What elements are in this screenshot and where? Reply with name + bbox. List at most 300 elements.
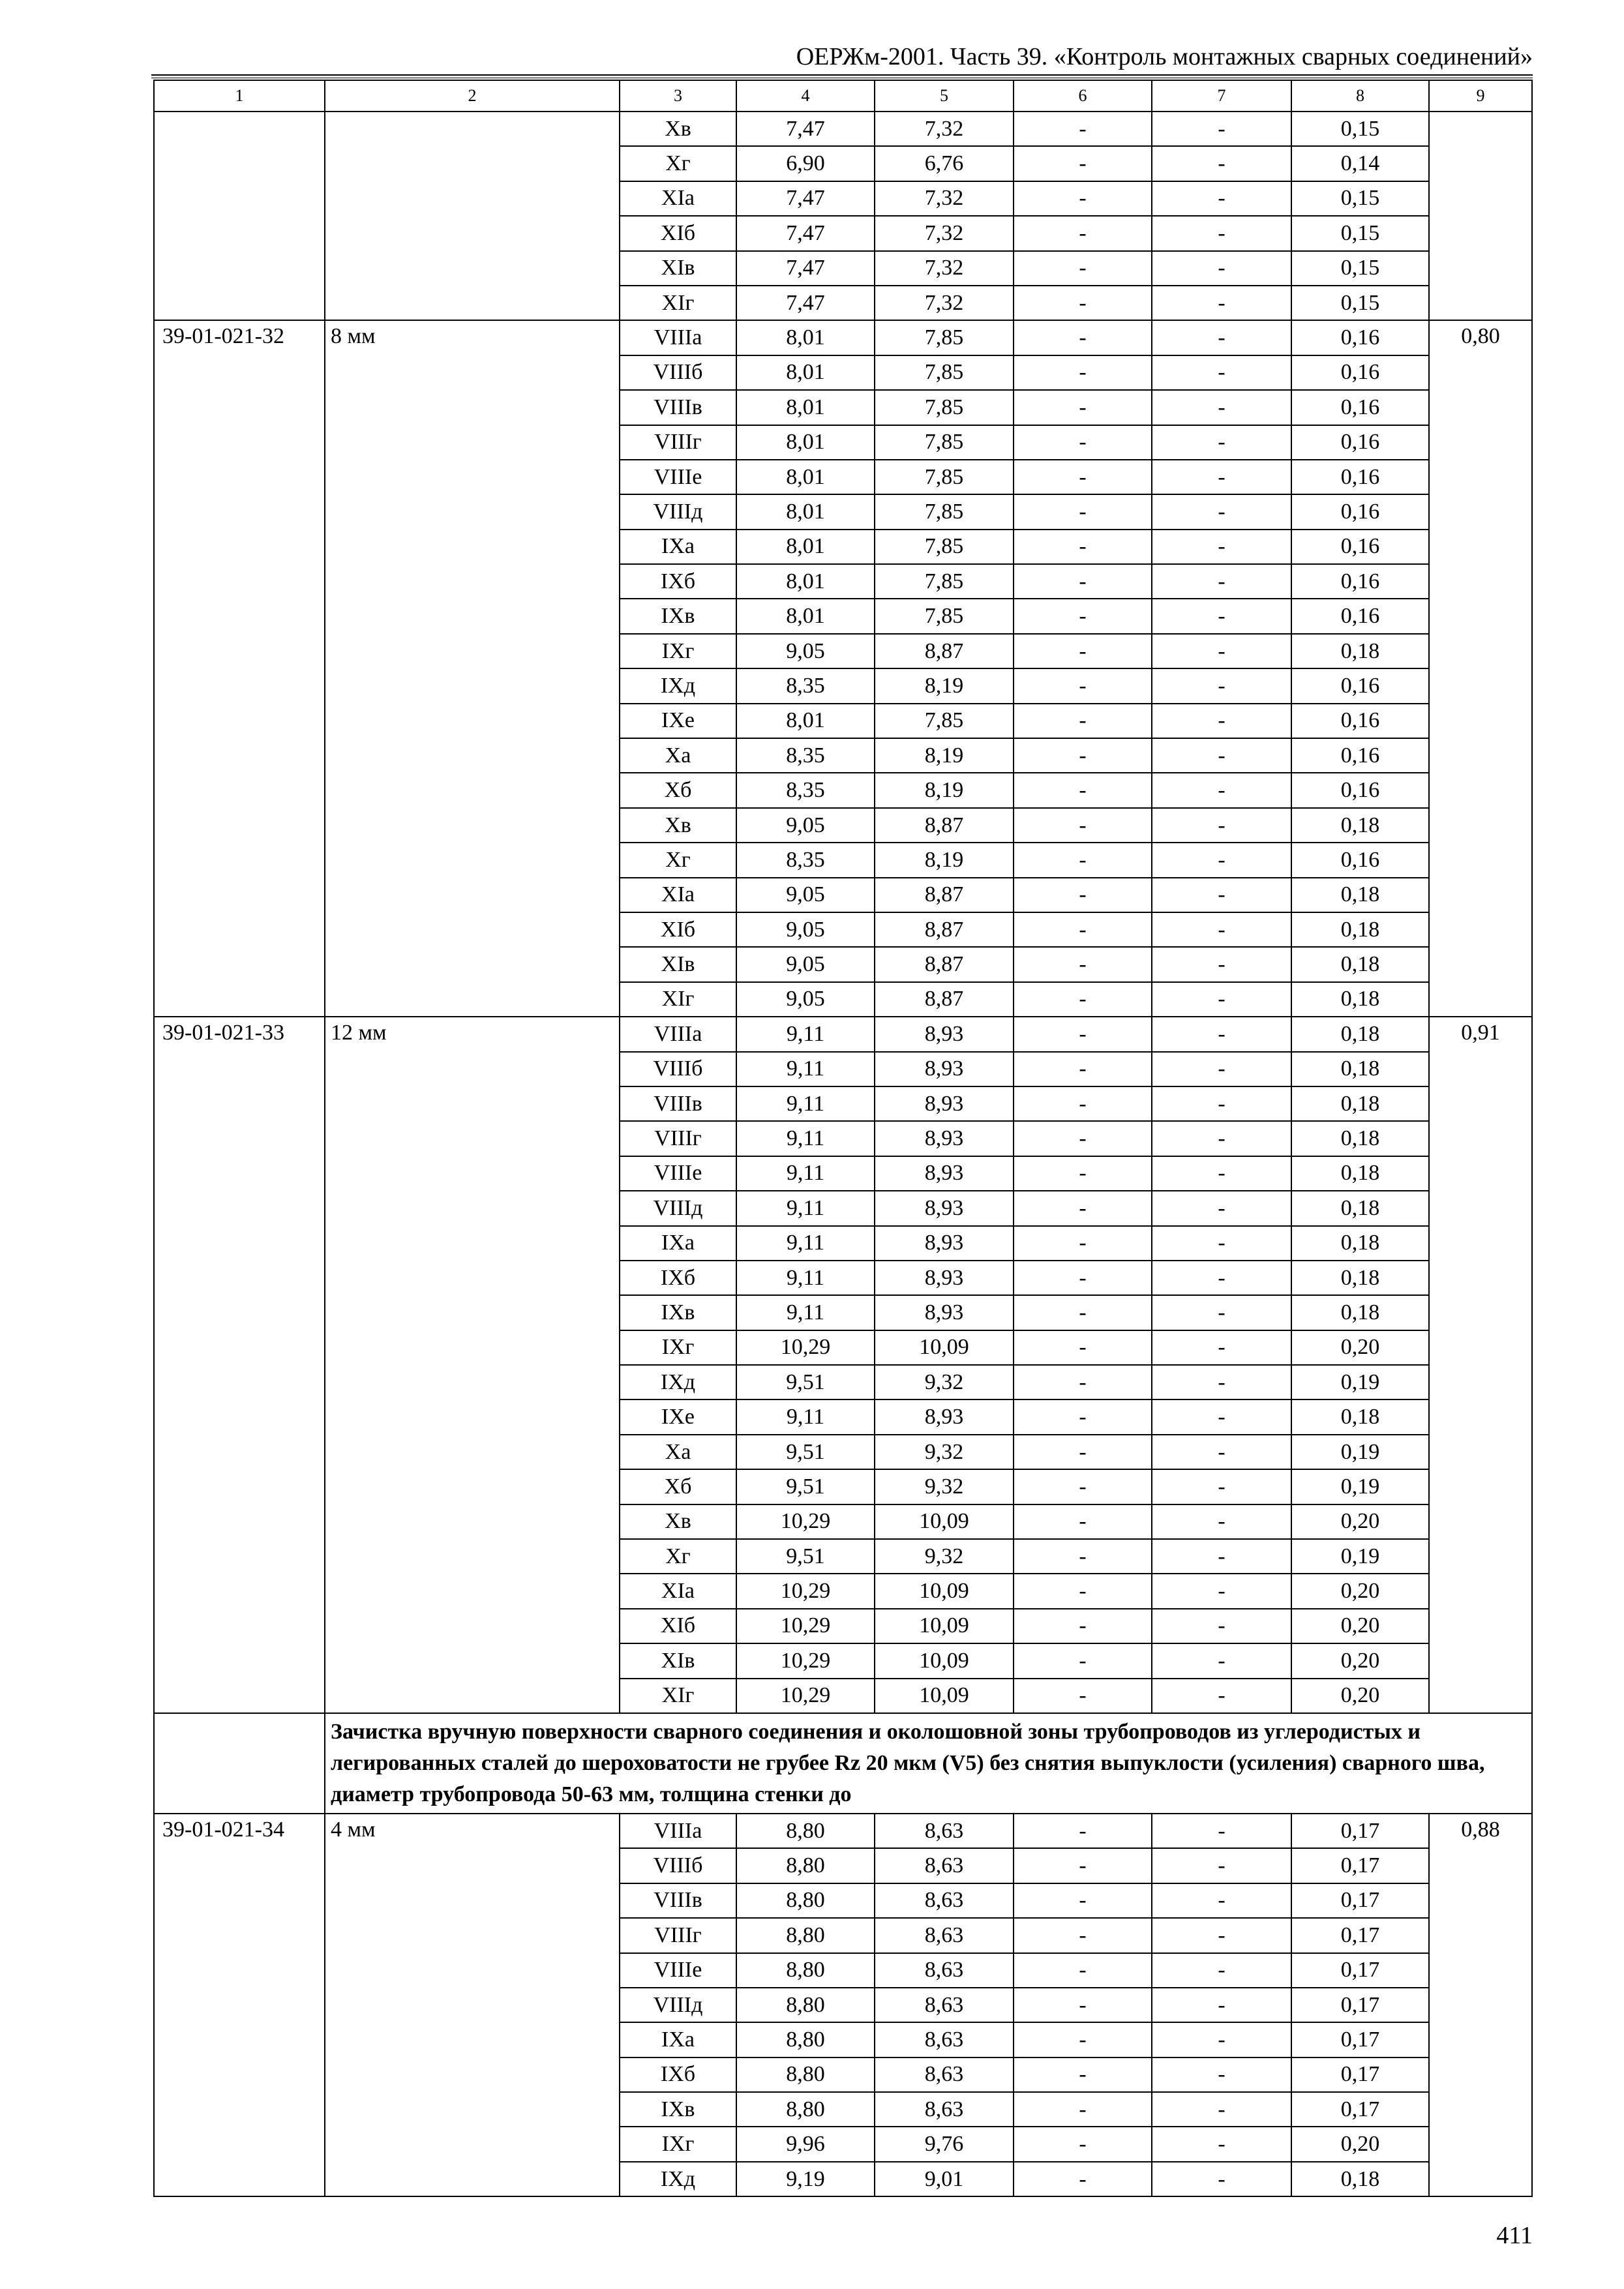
value-col4-cell: 8,80 bbox=[736, 2057, 875, 2092]
resource-group-cell: VIIIе bbox=[620, 1953, 736, 1988]
value-col4-cell: 8,35 bbox=[736, 738, 875, 773]
value-col6-cell: - bbox=[1014, 634, 1152, 668]
value-col4-cell: 9,19 bbox=[736, 2162, 875, 2196]
value-col6-cell: - bbox=[1014, 1435, 1152, 1469]
value-col5-cell: 8,63 bbox=[875, 1883, 1014, 1918]
value-col7-cell: - bbox=[1152, 1883, 1291, 1918]
value-col4-cell: 9,05 bbox=[736, 912, 875, 947]
value-col8-cell: 0,16 bbox=[1291, 564, 1429, 599]
value-col7-cell: - bbox=[1152, 2022, 1291, 2057]
value-col7-cell: - bbox=[1152, 2092, 1291, 2127]
value-col5-cell: 9,32 bbox=[875, 1539, 1014, 1574]
resource-group-cell: XIв bbox=[620, 1643, 736, 1678]
value-col8-cell: 0,16 bbox=[1291, 704, 1429, 738]
value-col7-cell: - bbox=[1152, 947, 1291, 981]
value-col4-cell: 9,05 bbox=[736, 947, 875, 981]
value-col6-cell: - bbox=[1014, 912, 1152, 947]
value-col8-cell: 0,16 bbox=[1291, 355, 1429, 390]
value-col8-cell: 0,16 bbox=[1291, 668, 1429, 703]
value-col6-cell: - bbox=[1014, 355, 1152, 390]
value-col7-cell: - bbox=[1152, 1191, 1291, 1225]
value-col7-cell: - bbox=[1152, 146, 1291, 181]
value-col5-cell: 8,19 bbox=[875, 738, 1014, 773]
value-col5-cell: 8,19 bbox=[875, 773, 1014, 807]
column-number: 5 bbox=[875, 80, 1014, 112]
value-col7-cell: - bbox=[1152, 704, 1291, 738]
value-col4-cell: 9,05 bbox=[736, 808, 875, 843]
value-col4-cell: 9,11 bbox=[736, 1156, 875, 1191]
value-col6-cell: - bbox=[1014, 2162, 1152, 2196]
value-col7-cell: - bbox=[1152, 773, 1291, 807]
value-col4-cell: 6,90 bbox=[736, 146, 875, 181]
value-col8-cell: 0,17 bbox=[1291, 1918, 1429, 1952]
resource-group-cell: XIа bbox=[620, 878, 736, 912]
value-col5-cell: 7,85 bbox=[875, 704, 1014, 738]
value-col4-cell: 9,11 bbox=[736, 1121, 875, 1156]
value-col4-cell: 7,47 bbox=[736, 251, 875, 286]
resource-group-cell: Xв bbox=[620, 808, 736, 843]
value-col8-cell: 0,18 bbox=[1291, 634, 1429, 668]
value-col5-cell: 8,93 bbox=[875, 1399, 1014, 1434]
value-col6-cell: - bbox=[1014, 1156, 1152, 1191]
value-col7-cell: - bbox=[1152, 355, 1291, 390]
value-col4-cell: 8,80 bbox=[736, 1848, 875, 1883]
value-col4-cell: 8,01 bbox=[736, 425, 875, 460]
value-col5-cell: 8,63 bbox=[875, 2057, 1014, 2092]
value-col7-cell: - bbox=[1152, 738, 1291, 773]
value-col5-cell: 7,85 bbox=[875, 320, 1014, 355]
value-col7-cell: - bbox=[1152, 2127, 1291, 2161]
norm-name: 8 мм bbox=[325, 320, 620, 1017]
value-col7-cell: - bbox=[1152, 181, 1291, 216]
resource-group-cell: XIа bbox=[620, 181, 736, 216]
value-col8-cell: 0,18 bbox=[1291, 878, 1429, 912]
value-col7-cell: - bbox=[1152, 668, 1291, 703]
value-col8-cell: 0,15 bbox=[1291, 251, 1429, 286]
norm-name: 4 мм bbox=[325, 1814, 620, 2196]
value-col5-cell: 7,85 bbox=[875, 530, 1014, 564]
value-col8-cell: 0,15 bbox=[1291, 216, 1429, 250]
value-col6-cell: - bbox=[1014, 599, 1152, 633]
value-col4-cell: 9,51 bbox=[736, 1365, 875, 1399]
value-col8-cell: 0,19 bbox=[1291, 1539, 1429, 1574]
value-col7-cell: - bbox=[1152, 320, 1291, 355]
resource-group-cell: IXд bbox=[620, 668, 736, 703]
value-col5-cell: 8,19 bbox=[875, 843, 1014, 877]
norm-coefficient: 0,91 bbox=[1429, 1017, 1532, 1713]
column-number: 1 bbox=[154, 80, 325, 112]
value-col7-cell: - bbox=[1152, 634, 1291, 668]
norm-name: 12 мм bbox=[325, 1017, 620, 1713]
value-col4-cell: 9,11 bbox=[736, 1052, 875, 1086]
resource-group-cell: IXв bbox=[620, 2092, 736, 2127]
value-col4-cell: 9,51 bbox=[736, 1539, 875, 1574]
norms-table bbox=[153, 80, 1533, 2197]
value-col6-cell: - bbox=[1014, 1330, 1152, 1365]
value-col8-cell: 0,18 bbox=[1291, 1191, 1429, 1225]
value-col6-cell: - bbox=[1014, 390, 1152, 425]
value-col5-cell: 8,63 bbox=[875, 1988, 1014, 2022]
resource-group-cell: IXг bbox=[620, 634, 736, 668]
column-number-row bbox=[154, 80, 1532, 112]
resource-group-cell: VIIIв bbox=[620, 1086, 736, 1121]
resource-group-cell: VIIIб bbox=[620, 1848, 736, 1883]
value-col7-cell: - bbox=[1152, 1539, 1291, 1574]
value-col5-cell: 8,87 bbox=[875, 808, 1014, 843]
value-col7-cell: - bbox=[1152, 390, 1291, 425]
value-col6-cell: - bbox=[1014, 1052, 1152, 1086]
value-col6-cell: - bbox=[1014, 112, 1152, 146]
value-col4-cell: 8,01 bbox=[736, 530, 875, 564]
value-col8-cell: 0,16 bbox=[1291, 425, 1429, 460]
column-number: 4 bbox=[736, 80, 875, 112]
page-header: ОЕРЖм-2001. Часть 39. «Контроль монтажных сварных соединений» bbox=[796, 43, 1533, 70]
value-col4-cell: 9,11 bbox=[736, 1191, 875, 1225]
table-row bbox=[154, 1017, 1532, 1051]
value-col4-cell: 7,47 bbox=[736, 286, 875, 320]
value-col4-cell: 10,29 bbox=[736, 1574, 875, 1608]
value-col5-cell: 7,85 bbox=[875, 564, 1014, 599]
value-col7-cell: - bbox=[1152, 1399, 1291, 1434]
resource-group-cell: XIг bbox=[620, 286, 736, 320]
value-col8-cell: 0,18 bbox=[1291, 808, 1429, 843]
resource-group-cell: VIIIг bbox=[620, 1918, 736, 1952]
norm-coefficient: 0,80 bbox=[1429, 320, 1532, 1017]
value-col7-cell: - bbox=[1152, 251, 1291, 286]
value-col7-cell: - bbox=[1152, 1814, 1291, 1848]
value-col7-cell: - bbox=[1152, 1086, 1291, 1121]
value-col5-cell: 8,93 bbox=[875, 1156, 1014, 1191]
norm-code: 39-01-021-32 bbox=[154, 320, 325, 1017]
value-col5-cell: 9,32 bbox=[875, 1469, 1014, 1504]
value-col6-cell: - bbox=[1014, 1814, 1152, 1848]
value-col7-cell: - bbox=[1152, 1017, 1291, 1051]
value-col5-cell: 8,93 bbox=[875, 1191, 1014, 1225]
resource-group-cell: Xб bbox=[620, 1469, 736, 1504]
value-col4-cell: 10,29 bbox=[736, 1679, 875, 1713]
value-col8-cell: 0,20 bbox=[1291, 1574, 1429, 1608]
resource-group-cell: VIIIе bbox=[620, 460, 736, 494]
value-col8-cell: 0,17 bbox=[1291, 2057, 1429, 2092]
value-col6-cell: - bbox=[1014, 1261, 1152, 1295]
value-col7-cell: - bbox=[1152, 1435, 1291, 1469]
value-col5-cell: 7,85 bbox=[875, 599, 1014, 633]
value-col6-cell: - bbox=[1014, 1848, 1152, 1883]
norm-code bbox=[154, 112, 325, 320]
column-number: 9 bbox=[1429, 80, 1532, 112]
resource-group-cell: VIIIв bbox=[620, 1883, 736, 1918]
value-col6-cell: - bbox=[1014, 425, 1152, 460]
resource-group-cell: VIIIа bbox=[620, 1814, 736, 1848]
value-col4-cell: 9,11 bbox=[736, 1295, 875, 1330]
value-col7-cell: - bbox=[1152, 1918, 1291, 1952]
value-col8-cell: 0,14 bbox=[1291, 146, 1429, 181]
value-col7-cell: - bbox=[1152, 2057, 1291, 2092]
resource-group-cell: IXа bbox=[620, 2022, 736, 2057]
value-col7-cell: - bbox=[1152, 530, 1291, 564]
value-col8-cell: 0,16 bbox=[1291, 390, 1429, 425]
value-col6-cell: - bbox=[1014, 1609, 1152, 1643]
value-col7-cell: - bbox=[1152, 2162, 1291, 2196]
resource-group-cell: VIIIв bbox=[620, 390, 736, 425]
value-col4-cell: 9,05 bbox=[736, 634, 875, 668]
resource-group-cell: IXг bbox=[620, 2127, 736, 2161]
value-col6-cell: - bbox=[1014, 2022, 1152, 2057]
table-row bbox=[154, 320, 1532, 355]
resource-group-cell: XIг bbox=[620, 1679, 736, 1713]
value-col8-cell: 0,19 bbox=[1291, 1365, 1429, 1399]
value-col5-cell: 10,09 bbox=[875, 1574, 1014, 1608]
value-col8-cell: 0,18 bbox=[1291, 1086, 1429, 1121]
value-col5-cell: 8,93 bbox=[875, 1121, 1014, 1156]
value-col6-cell: - bbox=[1014, 216, 1152, 250]
value-col6-cell: - bbox=[1014, 1988, 1152, 2022]
header-rule bbox=[151, 74, 1533, 78]
value-col5-cell: 8,93 bbox=[875, 1295, 1014, 1330]
value-col7-cell: - bbox=[1152, 1295, 1291, 1330]
value-col4-cell: 9,96 bbox=[736, 2127, 875, 2161]
value-col6-cell: - bbox=[1014, 1399, 1152, 1434]
value-col5-cell: 7,32 bbox=[875, 181, 1014, 216]
value-col5-cell: 7,32 bbox=[875, 112, 1014, 146]
value-col4-cell: 10,29 bbox=[736, 1643, 875, 1678]
value-col8-cell: 0,17 bbox=[1291, 1988, 1429, 2022]
value-col8-cell: 0,16 bbox=[1291, 843, 1429, 877]
value-col4-cell: 8,80 bbox=[736, 2022, 875, 2057]
value-col7-cell: - bbox=[1152, 1052, 1291, 1086]
value-col6-cell: - bbox=[1014, 1365, 1152, 1399]
table-row bbox=[154, 112, 1532, 146]
value-col5-cell: 7,85 bbox=[875, 355, 1014, 390]
value-col6-cell: - bbox=[1014, 878, 1152, 912]
value-col5-cell: 9,32 bbox=[875, 1365, 1014, 1399]
value-col4-cell: 9,11 bbox=[736, 1226, 875, 1261]
value-col7-cell: - bbox=[1152, 1679, 1291, 1713]
resource-group-cell: XIб bbox=[620, 912, 736, 947]
value-col4-cell: 8,01 bbox=[736, 390, 875, 425]
resource-group-cell: VIIIг bbox=[620, 1121, 736, 1156]
value-col8-cell: 0,20 bbox=[1291, 1504, 1429, 1539]
resource-group-cell: VIIIб bbox=[620, 355, 736, 390]
value-col6-cell: - bbox=[1014, 1953, 1152, 1988]
resource-group-cell: VIIIд bbox=[620, 1988, 736, 2022]
value-col8-cell: 0,17 bbox=[1291, 2092, 1429, 2127]
value-col7-cell: - bbox=[1152, 1121, 1291, 1156]
resource-group-cell: IXг bbox=[620, 1330, 736, 1365]
value-col4-cell: 8,01 bbox=[736, 704, 875, 738]
value-col8-cell: 0,18 bbox=[1291, 1121, 1429, 1156]
resource-group-cell: IXв bbox=[620, 1295, 736, 1330]
value-col7-cell: - bbox=[1152, 1504, 1291, 1539]
page-number: 411 bbox=[1496, 2222, 1533, 2249]
value-col5-cell: 8,93 bbox=[875, 1017, 1014, 1051]
value-col7-cell: - bbox=[1152, 1643, 1291, 1678]
resource-group-cell: IXа bbox=[620, 1226, 736, 1261]
value-col4-cell: 8,80 bbox=[736, 1883, 875, 1918]
resource-group-cell: XIб bbox=[620, 1609, 736, 1643]
value-col6-cell: - bbox=[1014, 843, 1152, 877]
norm-coefficient: 0,88 bbox=[1429, 1814, 1532, 2196]
value-col6-cell: - bbox=[1014, 2092, 1152, 2127]
value-col6-cell: - bbox=[1014, 1883, 1152, 1918]
value-col5-cell: 8,19 bbox=[875, 668, 1014, 703]
value-col6-cell: - bbox=[1014, 1643, 1152, 1678]
column-number: 6 bbox=[1014, 80, 1152, 112]
value-col6-cell: - bbox=[1014, 2057, 1152, 2092]
value-col7-cell: - bbox=[1152, 912, 1291, 947]
value-col6-cell: - bbox=[1014, 146, 1152, 181]
value-col5-cell: 7,32 bbox=[875, 216, 1014, 250]
resource-group-cell: XIв bbox=[620, 251, 736, 286]
resource-group-cell: VIIIа bbox=[620, 320, 736, 355]
resource-group-cell: IXб bbox=[620, 2057, 736, 2092]
value-col7-cell: - bbox=[1152, 1330, 1291, 1365]
value-col8-cell: 0,18 bbox=[1291, 982, 1429, 1017]
value-col8-cell: 0,18 bbox=[1291, 947, 1429, 981]
value-col8-cell: 0,18 bbox=[1291, 912, 1429, 947]
value-col5-cell: 7,32 bbox=[875, 286, 1014, 320]
table-body bbox=[154, 80, 1532, 2196]
value-col8-cell: 0,17 bbox=[1291, 1883, 1429, 1918]
value-col4-cell: 9,11 bbox=[736, 1261, 875, 1295]
resource-group-cell: VIIIд bbox=[620, 494, 736, 529]
value-col6-cell: - bbox=[1014, 738, 1152, 773]
resource-group-cell: XIб bbox=[620, 216, 736, 250]
value-col8-cell: 0,18 bbox=[1291, 1156, 1429, 1191]
value-col6-cell: - bbox=[1014, 808, 1152, 843]
value-col7-cell: - bbox=[1152, 808, 1291, 843]
value-col7-cell: - bbox=[1152, 1156, 1291, 1191]
value-col7-cell: - bbox=[1152, 1988, 1291, 2022]
resource-group-cell: IXб bbox=[620, 1261, 736, 1295]
value-col8-cell: 0,18 bbox=[1291, 1226, 1429, 1261]
value-col4-cell: 8,01 bbox=[736, 494, 875, 529]
value-col5-cell: 8,87 bbox=[875, 878, 1014, 912]
resource-group-cell: IXа bbox=[620, 530, 736, 564]
value-col8-cell: 0,16 bbox=[1291, 530, 1429, 564]
value-col6-cell: - bbox=[1014, 460, 1152, 494]
value-col8-cell: 0,19 bbox=[1291, 1435, 1429, 1469]
value-col4-cell: 9,11 bbox=[736, 1017, 875, 1051]
value-col5-cell: 8,93 bbox=[875, 1226, 1014, 1261]
value-col6-cell: - bbox=[1014, 1469, 1152, 1504]
value-col6-cell: - bbox=[1014, 530, 1152, 564]
value-col5-cell: 8,93 bbox=[875, 1086, 1014, 1121]
value-col6-cell: - bbox=[1014, 1226, 1152, 1261]
value-col6-cell: - bbox=[1014, 1504, 1152, 1539]
value-col6-cell: - bbox=[1014, 320, 1152, 355]
column-number: 3 bbox=[620, 80, 736, 112]
value-col8-cell: 0,20 bbox=[1291, 1679, 1429, 1713]
value-col7-cell: - bbox=[1152, 982, 1291, 1017]
resource-group-cell: Xг bbox=[620, 146, 736, 181]
value-col5-cell: 8,63 bbox=[875, 1814, 1014, 1848]
resource-group-cell: XIв bbox=[620, 947, 736, 981]
column-number: 7 bbox=[1152, 80, 1291, 112]
value-col4-cell: 8,01 bbox=[736, 320, 875, 355]
value-col7-cell: - bbox=[1152, 216, 1291, 250]
value-col8-cell: 0,15 bbox=[1291, 181, 1429, 216]
value-col4-cell: 9,11 bbox=[736, 1086, 875, 1121]
value-col4-cell: 8,01 bbox=[736, 460, 875, 494]
resource-group-cell: XIг bbox=[620, 982, 736, 1017]
value-col4-cell: 8,80 bbox=[736, 1953, 875, 1988]
value-col5-cell: 8,63 bbox=[875, 2022, 1014, 2057]
value-col4-cell: 8,35 bbox=[736, 773, 875, 807]
value-col5-cell: 8,63 bbox=[875, 1918, 1014, 1952]
value-col5-cell: 10,09 bbox=[875, 1643, 1014, 1678]
resource-group-cell: IXе bbox=[620, 704, 736, 738]
value-col7-cell: - bbox=[1152, 564, 1291, 599]
value-col4-cell: 10,29 bbox=[736, 1330, 875, 1365]
column-number: 2 bbox=[325, 80, 620, 112]
value-col6-cell: - bbox=[1014, 494, 1152, 529]
resource-group-cell: IXв bbox=[620, 599, 736, 633]
resource-group-cell: VIIIа bbox=[620, 1017, 736, 1051]
resource-group-cell: IXд bbox=[620, 2162, 736, 2196]
value-col7-cell: - bbox=[1152, 286, 1291, 320]
resource-group-cell: IXе bbox=[620, 1399, 736, 1434]
value-col7-cell: - bbox=[1152, 599, 1291, 633]
value-col6-cell: - bbox=[1014, 1918, 1152, 1952]
resource-group-cell: IXб bbox=[620, 564, 736, 599]
value-col8-cell: 0,17 bbox=[1291, 1814, 1429, 1848]
value-col6-cell: - bbox=[1014, 1574, 1152, 1608]
value-col8-cell: 0,15 bbox=[1291, 112, 1429, 146]
resource-group-cell: Xб bbox=[620, 773, 736, 807]
value-col5-cell: 7,85 bbox=[875, 494, 1014, 529]
value-col6-cell: - bbox=[1014, 286, 1152, 320]
value-col7-cell: - bbox=[1152, 1574, 1291, 1608]
value-col8-cell: 0,20 bbox=[1291, 1643, 1429, 1678]
value-col6-cell: - bbox=[1014, 1017, 1152, 1051]
resource-group-cell: VIIIб bbox=[620, 1052, 736, 1086]
resource-group-cell: Xг bbox=[620, 1539, 736, 1574]
value-col5-cell: 10,09 bbox=[875, 1609, 1014, 1643]
value-col8-cell: 0,16 bbox=[1291, 320, 1429, 355]
value-col7-cell: - bbox=[1152, 1261, 1291, 1295]
value-col6-cell: - bbox=[1014, 668, 1152, 703]
resource-group-cell: Xг bbox=[620, 843, 736, 877]
value-col5-cell: 9,76 bbox=[875, 2127, 1014, 2161]
norm-name bbox=[325, 112, 620, 320]
value-col7-cell: - bbox=[1152, 494, 1291, 529]
resource-group-cell: VIIIе bbox=[620, 1156, 736, 1191]
resource-group-cell: IXд bbox=[620, 1365, 736, 1399]
value-col7-cell: - bbox=[1152, 878, 1291, 912]
value-col6-cell: - bbox=[1014, 1295, 1152, 1330]
norm-code: 39-01-021-34 bbox=[154, 1814, 325, 2196]
value-col4-cell: 8,01 bbox=[736, 599, 875, 633]
value-col7-cell: - bbox=[1152, 1469, 1291, 1504]
value-col4-cell: 8,01 bbox=[736, 564, 875, 599]
value-col5-cell: 6,76 bbox=[875, 146, 1014, 181]
value-col8-cell: 0,18 bbox=[1291, 1261, 1429, 1295]
value-col8-cell: 0,16 bbox=[1291, 494, 1429, 529]
value-col5-cell: 8,63 bbox=[875, 2092, 1014, 2127]
value-col5-cell: 8,87 bbox=[875, 982, 1014, 1017]
value-col5-cell: 10,09 bbox=[875, 1679, 1014, 1713]
value-col7-cell: - bbox=[1152, 843, 1291, 877]
value-col8-cell: 0,20 bbox=[1291, 1609, 1429, 1643]
value-col8-cell: 0,17 bbox=[1291, 1848, 1429, 1883]
value-col4-cell: 9,11 bbox=[736, 1399, 875, 1434]
value-col6-cell: - bbox=[1014, 982, 1152, 1017]
value-col6-cell: - bbox=[1014, 2127, 1152, 2161]
value-col8-cell: 0,15 bbox=[1291, 286, 1429, 320]
section-description: Зачистка вручную поверхности сварного соединения и околошовной зоны трубопроводов из углеродистых и легированных сталей до шероховатости не грубее Rz 20 мкм (V5) без снятия выпуклости (усиления) сварного шва, диаметр трубопровода 50-63 мм, толщина стенки до bbox=[325, 1713, 1532, 1814]
value-col6-cell: - bbox=[1014, 773, 1152, 807]
